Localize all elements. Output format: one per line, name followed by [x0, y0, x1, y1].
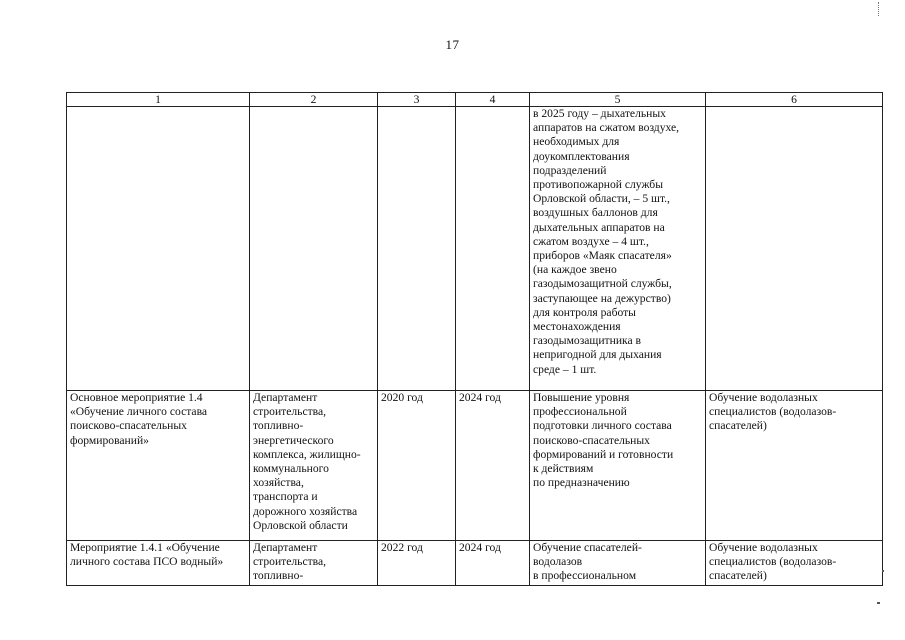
cell-indicator: Обучение водолазных специалистов (водолазов- спасателей) — [706, 391, 883, 541]
measures-table — [66, 92, 883, 586]
header-col-2: 2 — [250, 93, 378, 107]
cell-end-year: 2024 год — [456, 541, 530, 586]
header-col-1: 1 — [67, 93, 250, 107]
cell-executor: Департамент строительства, топливно- энергетического комплекса, жилищно- коммунального хозяйства, транспорта и дорожного хозяйства Орловской области — [250, 391, 378, 541]
scan-artifact — [877, 602, 880, 604]
table-row-main-measure-1-4 — [67, 391, 883, 541]
scan-artifact — [882, 570, 884, 572]
cell-expected-result: Повышение уровня профессиональной подготовки личного состава поисково-спасательных формирований и готовности к действиям по предназначению — [530, 391, 706, 541]
cell-measure — [67, 107, 250, 391]
cell-start-year: 2020 год — [378, 391, 456, 541]
scan-artifact — [878, 2, 881, 16]
cell-indicator — [706, 107, 883, 391]
cell-expected-result: в 2025 году – дыхательных аппаратов на сжатом воздухе, необходимых для доукомплектования подразделений противопожарной службы Орловской области, – 5 шт., воздушных баллонов для дыхательных аппаратов на сжатом воздухе – 4 шт., приборов «Маяк спасателя» (на каждое звено газодымозащитной службы, заступающее на дежурство) для контроля работы местонахождения газодымозащитника в непригодной для дыхания среде – 1 шт. — [530, 107, 706, 391]
cell-start-year — [378, 107, 456, 391]
cell-measure: Основное мероприятие 1.4 «Обучение личного состава поисково-спасательных формирований» — [67, 391, 250, 541]
cell-executor: Департамент строительства, топливно- — [250, 541, 378, 586]
cell-end-year: 2024 год — [456, 391, 530, 541]
page-number: 17 — [445, 37, 460, 52]
header-col-6: 6 — [706, 93, 883, 107]
header-col-4: 4 — [456, 93, 530, 107]
cell-start-year: 2022 год — [378, 541, 456, 586]
cell-executor — [250, 107, 378, 391]
cell-indicator: Обучение водолазных специалистов (водолазов- спасателей) — [706, 541, 883, 586]
table-row-continuation — [67, 107, 883, 391]
cell-end-year — [456, 107, 530, 391]
table-header-row — [67, 93, 883, 107]
header-col-5: 5 — [530, 93, 706, 107]
table-row-measure-1-4-1 — [67, 541, 883, 586]
header-col-3: 3 — [378, 93, 456, 107]
cell-expected-result: Обучение спасателей- водолазов в профессиональном — [530, 541, 706, 586]
cell-measure: Мероприятие 1.4.1 «Обучение личного состава ПСО водный» — [67, 541, 250, 586]
